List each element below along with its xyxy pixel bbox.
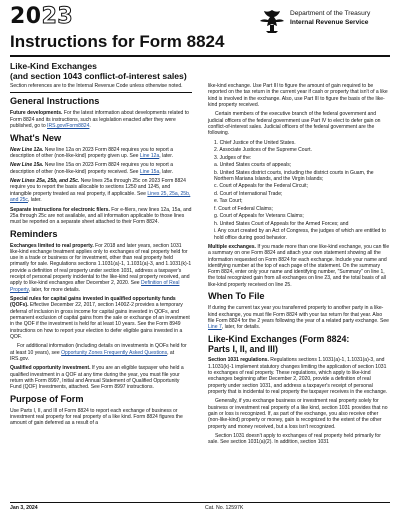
subtitle-line-2: (and section 1043 conflict-of-interest sales) — [10, 71, 187, 81]
judicial-officers-paragraph: Certain members of the executive branch of the federal government and judicial officers of the federal government use Part IV to elect to defer gain on conflict-of-interest sales. Judicial officers of the federal government are the following. — [208, 111, 381, 137]
generally-paragraph: Generally, if you exchange business or investment real property solely for business or investment real property of a like kind, section 1031 provides that no gain or loss is recognized. If, as part of the exchange, you also receive other (non-like-kind) property or money, gain is recognized to the extent of the other property and money received, but a loss isn't recognized. — [208, 398, 388, 430]
line15a-paragraph: New Line 15a. New line 15a on 2023 Form 8824 requires you to report a description of other (non-like-kind) property received. See Line 15a, later. — [10, 162, 174, 175]
subtitle-line-1: Like-Kind Exchanges — [10, 61, 97, 71]
document-title: Instructions for Form 8824 — [10, 32, 225, 51]
list-item: e. Tax Court; — [214, 198, 243, 205]
intro-divider — [10, 92, 192, 93]
title-divider — [10, 55, 390, 57]
line12a-link[interactable]: Line 12a — [139, 152, 160, 159]
line7-link[interactable]: Line 7 — [208, 324, 222, 331]
judicial-officers-list — [208, 140, 390, 241]
future-developments-paragraph: Future developments. For the latest information about developments related to Form 8824 and its instructions, such as legislation enacted after they were published, go to IRS.gov/Form8824. — [10, 110, 189, 130]
list-item: 2. Associate Justices of the Supreme Court. — [214, 147, 312, 154]
definition-real-property-link[interactable]: Definition of Real Property — [10, 280, 180, 293]
reminders-heading: Reminders — [10, 228, 58, 239]
agency-department: Department of the Treasury — [290, 10, 371, 17]
purpose-continued-paragraph: like-kind exchange. Use Part III to figure the amount of gain required to be reported on the tax return in the current year if cash or property that isn't of a like kind is involved in the exchange. Also, use Part III to figure the basis of the like-kind property received. — [208, 83, 388, 108]
list-item: c. Court of Appeals for the Federal Circuit; — [214, 183, 308, 190]
form-year — [10, 6, 73, 28]
left-column — [10, 83, 192, 430]
purpose-paragraph: Use Parts I, II, and III of Form 8824 to report each exchange of business or investment real property for real property of a like kind. Form 8824 figures the amount of gain deferred as a result of a — [10, 407, 183, 427]
line25-link[interactable]: Lines 25, 25a, 25b, and 25c — [10, 190, 191, 204]
irs-eagle-logo-icon — [258, 8, 286, 34]
section1031-sale-paragraph: Section 1031 doesn't apply to exchanges of real property held primarily for sale. See section 1031(a)(2). In addition, section 1031 — [208, 433, 381, 446]
purpose-heading: Purpose of Form — [10, 393, 84, 404]
exchanges-limited-paragraph: Exchanges limited to real property. For 2018 and later years, section 1031 like-kind exchange treatment applies only to exchanges of real property held for use in a trade or business or for investment, other than real property held primarily for sale. Regulations sections 1.1031(a)-1, 1.1031(a)-3, and 1.1031(k)-1 provide a definition of real property under section 1031, address a taxpayer's receipt of personal property incidental to the like-kind real property received, and apply to like-kind exchanges after December 2, 2020. See Definition of Real Property, later, for more details. — [10, 242, 192, 293]
intro-note: Section references are to the Internal Revenue Code unless otherwise noted. — [10, 83, 183, 89]
list-item: i. Any court created by an Act of Congress, the judges of which are entitled to hold office during good behavior. — [214, 228, 386, 241]
section1031-regulations-paragraph: Section 1031 regulations. Regulations sections 1.1031(a)-1, 1.1031(a)-3, and 1.1031(k)-1 implement statutory changes limiting the application of section 1031 to exchanges of real property. These regulations, which apply to like-kind exchanges beginning after December 2, 2020, provide a definition of real property under section 1031, and address a taxpayer's receipt of personal property that is incidental to real property the taxpayer receives in the exchange. — [208, 357, 388, 395]
year-suffix: 23 — [41, 4, 74, 29]
list-item: 1. Chief Justice of the United States. — [214, 139, 296, 146]
qualified-investment-paragraph: Qualified opportunity investment. If you are an eligible taxpayer who held a qualified investment in a QOF at any time during the year, you must file your return with Form 8997, Initial and Annual Statement of Qualified Opportunity Fund (QOF) Investments, attached. See Form 8997 instructions. — [10, 365, 184, 391]
list-item: h. United States Court of Appeals for the Armed Forces; and — [214, 220, 349, 227]
footer-catalog-number: Cat. No. 12597K — [205, 505, 244, 511]
list-item: b. United States district courts, including the district courts in Guam, the Northern Mariana Islands, and the Virgin Islands; — [214, 169, 374, 182]
agency-block — [258, 8, 398, 36]
additional-info-paragraph: For additional information (including details on investments in QOFs held for at least 10 years), see Opportunity Zones Frequently Asked Questions, at IRS.gov. — [10, 343, 187, 362]
opportunity-zones-faq-link[interactable]: Opportunity Zones Frequently Asked Questions — [61, 349, 168, 356]
document-subtitle — [10, 61, 187, 81]
general-instructions-heading: General Instructions — [10, 96, 100, 107]
list-item: g. Court of Appeals for Veterans Claims; — [214, 213, 304, 220]
line25-paragraph: New Lines 25a, 25b, and 25c. New lines 25a through 25c on 2023 Form 8824 require you to report the basis allocable to sections 1250 and 1245, and intangible property treated as real property, if applicable. See Lines 25, 25a, 25b, and 25c, later. — [10, 178, 191, 204]
line15a-link[interactable]: Line 15a — [139, 168, 160, 175]
year-prefix: 20 — [10, 4, 42, 29]
whats-new-heading: What's New — [10, 132, 62, 143]
agency-irs: Internal Revenue Service — [290, 19, 369, 26]
right-column — [208, 83, 390, 449]
when-to-file-heading: When To File — [208, 291, 265, 302]
efilers-paragraph: Separate instructions for electronic filers. For e-filers, new lines 12a, 15a, and 25a through 25c are not available, and all information applicable to those lines must be reported on a separate sheet attached to their Form 8824. — [10, 206, 192, 226]
footer-date: Jan 3, 2024 — [10, 505, 38, 511]
when-to-file-paragraph: If during the current tax year you transferred property to another party in a like-kind exchange, you must file Form 8824 with your tax return for that year. Also file Form 8824 for the 2 years following the year of a related party exchange. See Line 7, later, for details. — [208, 305, 389, 331]
line12a-paragraph: New Line 12a. New line 12a on 2023 Form 8824 requires you to report a description of other (non-like-kind) property given up. See Line 12a, later. — [10, 146, 174, 159]
list-item: f. Court of Federal Claims; — [214, 205, 273, 212]
multiple-exchanges-paragraph: Multiple exchanges. If you made more than one like-kind exchange, you can file a summary on one Form 8824 and attach your own statement showing all the information requested on Form 8824 for each exchange. Include your name and identifying number at the top of each page of the statement. On the summary Form 8824, enter only your name and identifying number, "Summary" on line 1, the total recognized gain from all exchanges on line 23, and the total basis of all like-kind property received on line 25. — [208, 243, 390, 288]
list-item: a. United States courts of appeals; — [214, 162, 292, 169]
form8824-link[interactable]: IRS.gov/Form8824 — [47, 123, 90, 130]
list-item: d. Court of International Trade; — [214, 190, 283, 197]
list-item: 3. Judges of the: — [214, 154, 252, 161]
qof-special-rules-paragraph: Special rules for capital gains invested in qualified opportunity funds (QOFs). Effective December 22, 2017, section 1400Z-2 provides a temporary deferral of inclusion in gross income for capital gains invested in QOFs, and permanent exclusion of capital gains from the sale or exchange of an investment in the QOF if the investment is held for at least 10 years. See the Form 8949 instructions on how to report your election to defer eligible gains invested in a QOF. — [10, 296, 190, 340]
footer-divider — [10, 502, 390, 503]
like-kind-exchanges-heading: Like-Kind Exchanges (Form 8824: Parts I, II, and III) — [208, 333, 350, 355]
